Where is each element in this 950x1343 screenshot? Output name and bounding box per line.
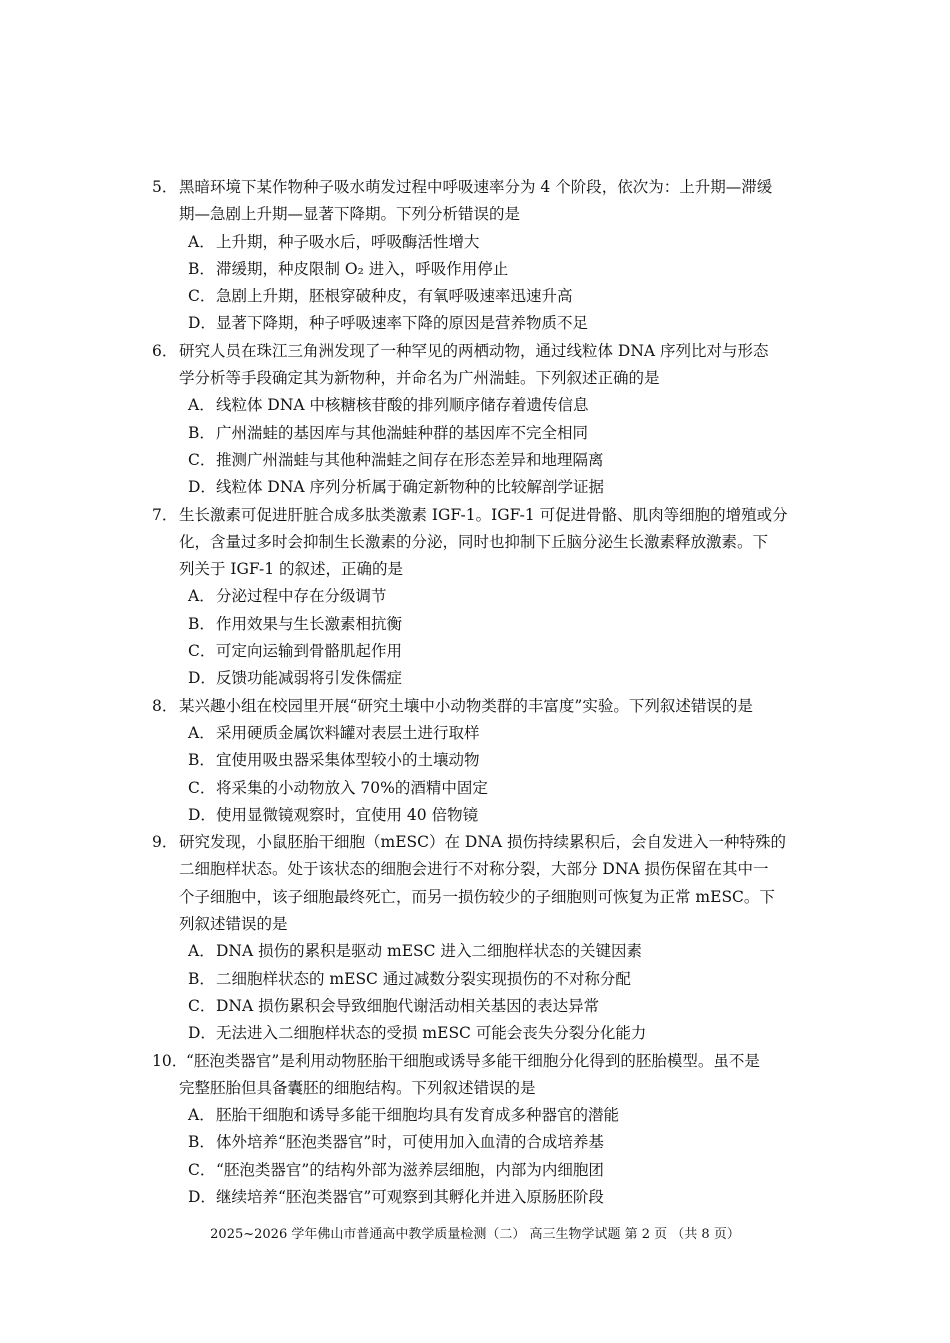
option-text: “胚泡类器官”的结构外部为滋养层细胞，内部为内细胞团 xyxy=(216,1160,604,1179)
option-d xyxy=(152,474,802,501)
option-letter: D． xyxy=(188,1024,216,1043)
option-text: 继续培养“胚泡类器官”可观察到其孵化并进入原肠胚阶段 xyxy=(216,1187,604,1206)
question-8 xyxy=(152,693,802,829)
option-c xyxy=(152,993,802,1020)
question-6 xyxy=(152,338,802,502)
question-9 xyxy=(152,829,802,1047)
option-letter: C． xyxy=(188,1160,216,1179)
option-c xyxy=(152,1157,802,1184)
question-number: 7． xyxy=(152,505,178,524)
question-stem-line: 学分析等手段确定其为新物种，并命名为广州湍蛙。下列叙述正确的是 xyxy=(179,369,660,388)
option-text: 可定向运输到骨骼肌起作用 xyxy=(216,642,403,661)
option-b xyxy=(152,1129,802,1156)
question-stem-line: 完整胚胎但具备囊胚的细胞结构。下列叙述错误的是 xyxy=(179,1078,536,1097)
option-c xyxy=(152,775,802,802)
option-letter: B． xyxy=(188,1133,215,1152)
option-b xyxy=(152,747,802,774)
question-stem-line: 化，含量过多时会抑制生长激素的分泌，同时也抑制下丘脑分泌生长激素释放激素。下 xyxy=(179,532,769,551)
option-text: 上升期，种子吸水后，呼吸酶活性增大 xyxy=(216,232,480,251)
option-letter: B． xyxy=(188,423,215,442)
question-list xyxy=(152,174,802,1211)
question-number: 6． xyxy=(152,341,178,360)
option-b xyxy=(152,256,802,283)
option-text: 采用硬质金属饮料罐对表层土进行取样 xyxy=(216,723,480,742)
question-5 xyxy=(152,174,802,338)
option-a xyxy=(152,1102,802,1129)
option-text: DNA 损伤的累积是驱动 mESC 进入二细胞样状态的关键因素 xyxy=(216,942,642,961)
question-number: 9． xyxy=(152,833,178,852)
option-text: 线粒体 DNA 序列分析属于确定新物种的比较解剖学证据 xyxy=(216,478,605,497)
option-d xyxy=(152,802,802,829)
option-letter: A． xyxy=(188,1106,215,1125)
option-d xyxy=(152,310,802,337)
option-letter: D． xyxy=(188,805,216,824)
option-c xyxy=(152,447,802,474)
option-text: 分泌过程中存在分级调节 xyxy=(216,587,387,606)
option-text: 广州湍蛙的基因库与其他湍蛙种群的基因库不完全相同 xyxy=(216,423,589,442)
option-a xyxy=(152,229,802,256)
option-letter: B． xyxy=(188,259,215,278)
question-7 xyxy=(152,502,802,693)
option-text: 体外培养“胚泡类器官”时，可使用加入血清的合成培养基 xyxy=(216,1133,604,1152)
option-c xyxy=(152,283,802,310)
option-b xyxy=(152,966,802,993)
option-letter: A． xyxy=(188,723,215,742)
option-letter: C． xyxy=(188,996,216,1015)
option-letter: B． xyxy=(188,614,215,633)
option-letter: D． xyxy=(188,314,216,333)
option-letter: A． xyxy=(188,232,215,251)
option-a xyxy=(152,392,802,419)
question-stem-line: 列叙述错误的是 xyxy=(179,915,288,934)
option-d xyxy=(152,1184,802,1211)
question-number: 10． xyxy=(152,1051,188,1070)
option-a xyxy=(152,583,802,610)
option-text: 将采集的小动物放入 70%的酒精中固定 xyxy=(216,778,488,797)
option-letter: A． xyxy=(188,396,215,415)
question-stem-line: 二细胞样状态。处于该状态的细胞会进行不对称分裂，大部分 DNA 损伤保留在其中一 xyxy=(179,860,769,879)
option-b xyxy=(152,611,802,638)
question-number: 8． xyxy=(152,696,178,715)
question-stem-line: “胚泡类器官”是利用动物胚胎干细胞或诱导多能干细胞分化得到的胚胎模型。虽不是 xyxy=(186,1051,760,1070)
option-text: 二细胞样状态的 mESC 通过减数分裂实现损伤的不对称分配 xyxy=(216,969,631,988)
option-letter: C． xyxy=(188,287,216,306)
option-c xyxy=(152,638,802,665)
option-letter: B． xyxy=(188,751,215,770)
option-letter: D． xyxy=(188,478,216,497)
option-d xyxy=(152,1020,802,1047)
option-text: 推测广州湍蛙与其他种湍蛙之间存在形态差异和地理隔离 xyxy=(216,450,604,469)
option-letter: C． xyxy=(188,450,216,469)
question-stem-line: 个子细胞中，该子细胞最终死亡，而另一损伤较少的子细胞则可恢复为正常 mESC。下 xyxy=(179,887,775,906)
option-letter: B． xyxy=(188,969,215,988)
option-a xyxy=(152,938,802,965)
question-stem-line: 期—急剧上升期—显著下降期。下列分析错误的是 xyxy=(179,205,521,224)
question-stem-line: 黑暗环境下某作物种子吸水萌发过程中呼吸速率分为 4 个阶段，依次为：上升期—滞缓 xyxy=(179,178,773,196)
option-letter: D． xyxy=(188,669,216,688)
option-text: 宜使用吸虫器采集体型较小的土壤动物 xyxy=(216,751,480,770)
option-letter: A． xyxy=(188,587,215,606)
option-text: 无法进入二细胞样状态的受损 mESC 可能会丧失分裂分化能力 xyxy=(216,1024,647,1043)
page-footer: 2025~2026 学年佛山市普通高中教学质量检测（二） 高三生物学试题 第 2 页 （共 8 页） xyxy=(210,1227,740,1242)
question-stem-line: 列关于 IGF-1 的叙述，正确的是 xyxy=(179,560,404,579)
option-letter: C． xyxy=(188,642,216,661)
option-letter: D． xyxy=(188,1187,216,1206)
question-stem-line: 生长激素可促进肝脏合成多肽类激素 IGF-1。IGF-1 可促进骨骼、肌肉等细胞的增殖或分 xyxy=(179,505,788,524)
option-letter: A． xyxy=(188,942,215,961)
option-text: 作用效果与生长激素相抗衡 xyxy=(216,614,403,633)
option-text: DNA 损伤累积会导致细胞代谢活动相关基因的表达异常 xyxy=(216,996,600,1015)
option-text: 显著下降期，种子呼吸速率下降的原因是营养物质不足 xyxy=(216,314,589,333)
option-text: 使用显微镜观察时，宜使用 40 倍物镜 xyxy=(216,805,479,824)
option-text: 胚胎干细胞和诱导多能干细胞均具有发育成多种器官的潜能 xyxy=(216,1106,620,1125)
question-number: 5． xyxy=(152,178,178,196)
question-stem-line: 某兴趣小组在校园里开展“研究土壤中小动物类群的丰富度”实验。下列叙述错误的是 xyxy=(179,696,753,715)
option-letter: C． xyxy=(188,778,216,797)
option-a xyxy=(152,720,802,747)
option-text: 急剧上升期，胚根穿破种皮，有氧呼吸速率迅速升高 xyxy=(216,287,573,306)
question-10 xyxy=(152,1048,802,1212)
option-text: 滞缓期，种皮限制 O₂ 进入，呼吸作用停止 xyxy=(216,259,509,278)
option-b xyxy=(152,420,802,447)
option-text: 反馈功能减弱将引发侏儒症 xyxy=(216,669,403,688)
option-text: 线粒体 DNA 中核糖核苷酸的排列顺序储存着遗传信息 xyxy=(216,396,589,415)
question-stem-line: 研究人员在珠江三角洲发现了一种罕见的两栖动物，通过线粒体 DNA 序列比对与形态 xyxy=(179,341,769,360)
question-stem-line: 研究发现，小鼠胚胎干细胞（mESC）在 DNA 损伤持续累积后，会自发进入一种特殊的 xyxy=(179,833,787,852)
option-d xyxy=(152,665,802,692)
